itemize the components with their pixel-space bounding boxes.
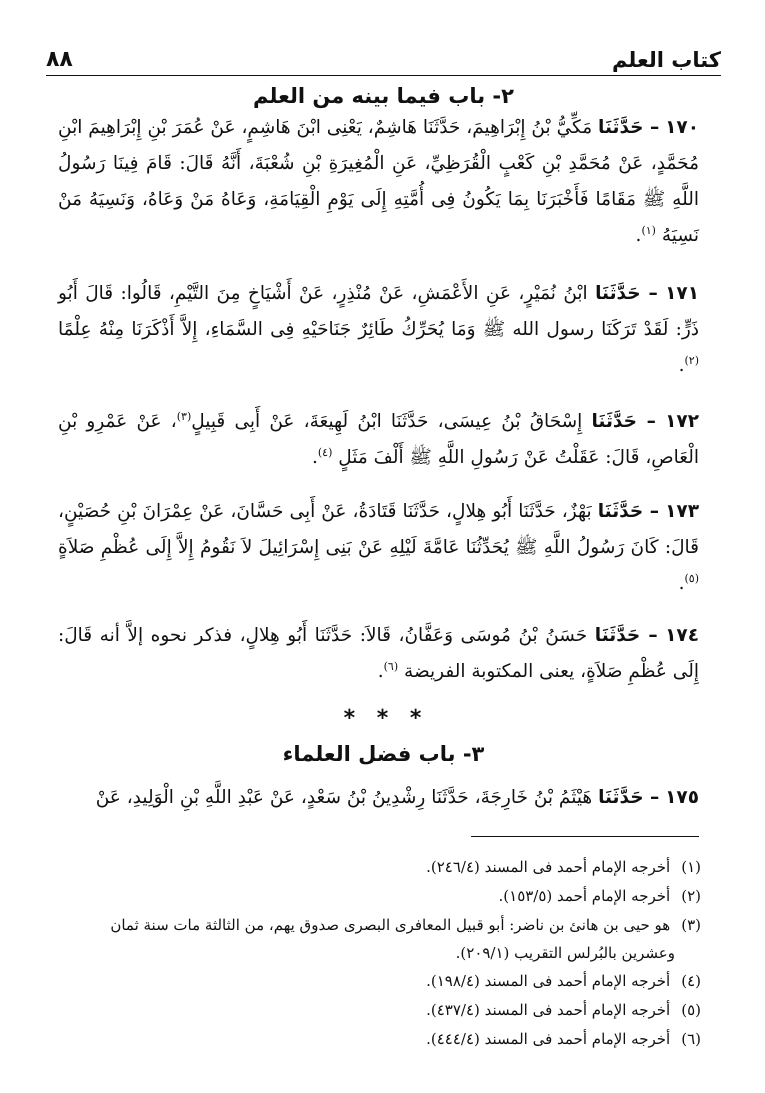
running-head: [46, 36, 721, 76]
chapter-title: كتاب العلم: [611, 48, 721, 72]
section-heading: ٢- باب فيما بينه من العلم: [253, 84, 514, 108]
footnote-number: (٦): [681, 1030, 701, 1048]
footnote-ref: (٢): [684, 353, 699, 367]
hadith-number: ١٧٤: [665, 625, 699, 646]
footnote: [60, 853, 701, 882]
hadith-text: ، عَنْ عَمْرِو بْنِ الْعَاصِ، قَالَ: عَقَلْتُ عَنْ رَسُولِ اللَّهِ ﷺ أَلْفَ مَثَلٍ: [58, 411, 699, 468]
footnote-text: أخرجه الإمام أحمد فى المسند (٤٤٤/٤).: [426, 1030, 671, 1048]
footnote-ref: (٤): [317, 445, 333, 459]
hadith-text: هَيْثَمُ بْنُ خَارِجَةَ، حَدَّثَنَا رِشْدِينُ بْنُ سَعْدٍ، عَنْ عَبْدِ اللَّهِ بْنِ الْوَلِيدِ، عَنْ: [95, 787, 593, 808]
footnote: [60, 1025, 701, 1054]
footnote-ref: (٦): [383, 659, 399, 673]
hadith-text: مَكِّيُّ بْنُ إِبْرَاهِيمَ، حَدَّثَنَا هَاشِمٌ، يَعْنِى ابْنَ هَاشِمٍ، عَنْ عُمَرَ بْنِ إِبْرَاهِيمَ ابْنِ مُحَمَّدٍ، عَنْ مُحَمَّدِ بْنِ كَعْبٍ الْقُرَظِيِّ، عَنِ الْمُغِيرَةِ بْنِ شُعْبَةَ، أَنَّهُ قَالَ: قَامَ فِينَا رَسُولُ اللَّهِ ﷺ مَقَامًا فَأَخْبَرَنَا بِمَا يَكُونُ فِى أُمَّتِهِ إِلَى يَوْمِ الْقِيَامَةِ، وَعَاهُ مَنْ وَعَاهُ، وَنَسِيَهُ مَنْ نَسِيَهُ: [58, 117, 699, 246]
hadith-paragraph: ١٧٠ – حَدَّثَنَا مَكِّيُّ بْنُ إِبْرَاهِيمَ، حَدَّثَنَا هَاشِمٌ، يَعْنِى ابْنَ هَاشِمٍ، عَنْ عُمَرَ بْنِ إِبْرَاهِيمَ ابْنِ مُحَمَّدٍ، عَنْ مُحَمَّدِ بْنِ كَعْبٍ الْقُرَظِيِّ، عَنِ الْمُغِيرَةِ بْنِ شُعْبَةَ، أَنَّهُ قَالَ: قَامَ فِينَا رَسُولُ اللَّهِ ﷺ مَقَامًا فَأَخْبَرَنَا بِمَا يَكُونُ فِى أُمَّتِهِ إِلَى يَوْمِ الْقِيَامَةِ، وَعَاهُ مَنْ وَعَاهُ، وَنَسِيَهُ مَنْ نَسِيَهُ $^{(١)}$.: [58, 117, 699, 246]
hadith-lead-word: حَدَّثَنَا: [598, 787, 644, 808]
hadith-paragraph: ١٧١ – حَدَّثَنَا ابْنُ نُمَيْرٍ، عَنِ الأَعْمَشِ، عَنْ مُنْذِرٍ، عَنْ أَشْيَاخٍ مِنَ التَّيْمِ، قَالُوا: قَالَ أَبُو ذَرٍّ: لَقَدْ تَرَكَنَا رسول الله ﷺ وَمَا يُحَرِّكُ طَائِرٌ جَنَاحَيْهِ فِى السَّمَاءِ، إِلاَّ أَذْكَرَنَا مِنْهُ عِلْمًا $^{(٢)}$.: [58, 283, 699, 376]
footnote: [60, 967, 701, 996]
hadith-number: ١٧٢: [665, 411, 699, 432]
footnote-text: أخرجه الإمام أحمد فى المسند (١٩٨/٤).: [426, 972, 671, 990]
footnotes: [60, 853, 701, 1054]
footnote-text: أخرجه الإمام أحمد فى المسند (٤٣٧/٤).: [426, 1001, 671, 1019]
footnote-text: أخرجه الإمام أحمد فى المسند (٢٤٦/٤).: [426, 858, 671, 876]
footnote-ref: (١): [641, 223, 656, 237]
hadith-text: حَسَنُ بْنُ مُوسَى وَعَفَّانُ، قَالاَ: حَدَّثَنَا أَبُو هِلالٍ، فذكر نحوه إلاَّ أنه قَالَ: إِلَى عُظْمِ صَلاَةٍ، يعنى المكتوبة الفريضة: [58, 625, 699, 682]
footnote-number: (٥): [681, 1001, 701, 1019]
hadith-text: إِسْحَاقُ بْنُ عِيسَى، حَدَّثَنَا ابْنُ لَهِيعَةَ، عَنْ أَبِى قَبِيلٍ: [191, 411, 583, 432]
page-number: ٨٨: [46, 47, 73, 72]
section-separator: * * *: [343, 706, 422, 731]
section-heading: ٣- باب فضل العلماء: [282, 742, 485, 766]
hadith-lead-word: حَدَّثَنَا: [591, 411, 637, 432]
footnote-number: (٣): [681, 916, 701, 934]
hadith-paragraph: ١٧٤ – حَدَّثَنَا حَسَنُ بْنُ مُوسَى وَعَفَّانُ، قَالاَ: حَدَّثَنَا أَبُو هِلالٍ، فذكر نحوه إلاَّ أنه قَالَ: إِلَى عُظْمِ صَلاَةٍ، يعنى المكتوبة الفريضة $^{(٦)}$.: [58, 625, 699, 682]
footnote-rule: [471, 836, 699, 837]
hadith-lead-word: حَدَّثَنَا: [594, 625, 641, 646]
footnote-number: (٤): [681, 972, 701, 990]
hadith-paragraph: ١٧٣ – حَدَّثَنَا بَهْزٌ، حَدَّثَنَا أَبُو هِلالٍ، حَدَّثَنَا قَتَادَةُ، عَنْ أَبِى حَسَّانَ، عَنْ عِمْرَانَ بْنِ حُصَيْنٍ، قَالَ: كَانَ رَسُولُ اللَّهِ ﷺ يُحَدِّثُنَا عَامَّةَ لَيْلِهِ عَنْ بَنِى إِسْرَائِيلَ لاَ نَقُومُ إِلاَّ إِلَى عُظْمِ صَلاَةٍ $^{(٥)}$.: [58, 501, 699, 594]
footnote-continuation: وعشرين بالبُرلس التقريب (٢٠٩/١).: [455, 944, 675, 962]
footnote-text: هو حيى بن هانئ بن ناضر: أبو قبيل المعافرى البصرى صدوق يهم، من الثالثة مات سنة ثمان: [110, 916, 671, 934]
hadith-lead-word: حَدَّثَنَا: [597, 501, 644, 522]
hadith-number: ١٧٥: [665, 787, 699, 808]
hadith-text: بَهْزٌ، حَدَّثَنَا أَبُو هِلالٍ، حَدَّثَنَا قَتَادَةُ، عَنْ أَبِى حَسَّانَ، عَنْ عِمْرَانَ بْنِ حُصَيْنٍ، قَالَ: كَانَ رَسُولُ اللَّهِ ﷺ يُحَدِّثُنَا عَامَّةَ لَيْلِهِ عَنْ بَنِى إِسْرَائِيلَ لاَ نَقُومُ إِلاَّ إِلَى عُظْمِ صَلاَةٍ: [58, 501, 699, 558]
hadith-text: ابْنُ نُمَيْرٍ، عَنِ الأَعْمَشِ، عَنْ مُنْذِرٍ، عَنْ أَشْيَاخٍ مِنَ التَّيْمِ، قَالُوا: قَالَ أَبُو ذَرٍّ: لَقَدْ تَرَكَنَا رسول الله ﷺ وَمَا يُحَرِّكُ طَائِرٌ جَنَاحَيْهِ فِى السَّمَاءِ، إِلاَّ أَذْكَرَنَا مِنْهُ عِلْمًا: [58, 283, 699, 340]
hadith-number: ١٧١: [665, 283, 699, 304]
footnote: [60, 882, 701, 911]
hadith-paragraph: ١٧٥ – حَدَّثَنَا هَيْثَمُ بْنُ خَارِجَةَ، حَدَّثَنَا رِشْدِينُ بْنُ سَعْدٍ، عَنْ عَبْدِ اللَّهِ بْنِ الْوَلِيدِ، عَنْ: [95, 787, 699, 808]
footnote-text: أخرجه الإمام أحمد (١٥٣/٥).: [498, 887, 671, 905]
footnote-number: (١): [681, 858, 701, 876]
footnote-number: (٢): [681, 887, 701, 905]
hadith-number: ١٧٣: [665, 501, 699, 522]
hadith-number: ١٧٠: [665, 117, 699, 138]
footnote-ref: (٥): [684, 571, 699, 585]
hadith-lead-word: حَدَّثَنَا: [595, 283, 641, 304]
footnote: [60, 996, 701, 1025]
hadith-lead-word: حَدَّثَنَا: [598, 117, 644, 138]
footnote: [60, 911, 701, 940]
hadith-paragraph: ١٧٢ – حَدَّثَنَا إِسْحَاقُ بْنُ عِيسَى، حَدَّثَنَا ابْنُ لَهِيعَةَ، عَنْ أَبِى قَبِيلٍ$^{(٣)}$، عَنْ عَمْرِو بْنِ الْعَاصِ، قَالَ: عَقَلْتُ عَنْ رَسُولِ اللَّهِ ﷺ أَلْفَ مَثَلٍ $^{(٤)}$.: [58, 409, 699, 468]
footnote-ref: (٣): [176, 409, 192, 423]
